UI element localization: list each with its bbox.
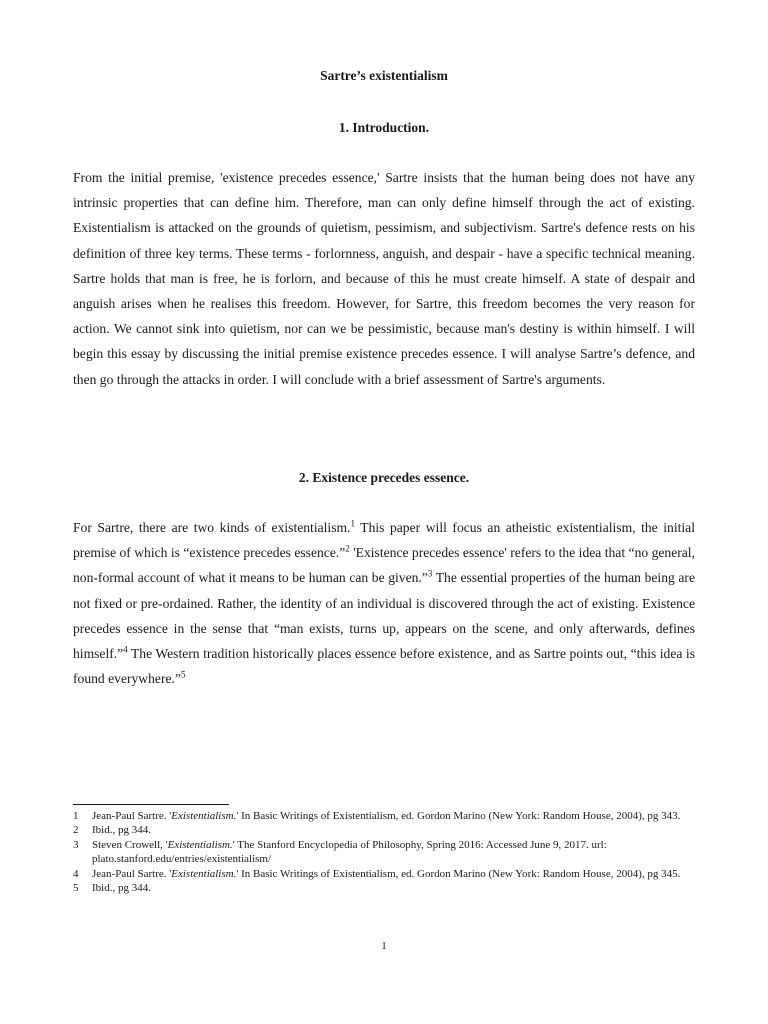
- footnote-reference[interactable]: 2: [345, 543, 350, 554]
- footnote-item: [73, 867, 695, 881]
- footnote-number: 4: [73, 867, 79, 880]
- page-number: 1: [381, 940, 387, 952]
- footnote-number: 3: [73, 838, 79, 851]
- footnote-reference[interactable]: 5: [180, 669, 186, 680]
- text-segment: The essential properties of the human being are not fixed or pre-ordained. Rather, the identity of an individual is discovered through the act of existing. Existence precedes essence in the sense that “man exists, turns up, appears on the scene, and only afterwards, defines himself.”: [73, 570, 695, 662]
- footnote-number: 5: [73, 882, 79, 895]
- footnote-italic-title: Existentialism.: [171, 867, 237, 880]
- footnote-text: Steven Crowell, ': [92, 838, 168, 851]
- text-segment: For Sartre, there are two kinds of existentialism.: [73, 520, 351, 535]
- text-segment: The Western tradition historically places essence before existence, and as Sartre points out, “this idea is found everywhere.”: [73, 646, 695, 687]
- footnote-text: ' The Stanford Encyclopedia of Philosophy, Spring 2016: Accessed June 9, 2017. url: plato.stanford.edu/entries/existentialism/: [92, 838, 607, 866]
- footnotes-list: [73, 809, 695, 895]
- footnote-item: [73, 838, 695, 867]
- footnote-text: ' In Basic Writings of Existentialism, ed. Gordon Marino (New York: Random House, 2004), pg 343.: [236, 810, 681, 822]
- footnote-reference[interactable]: 1: [350, 518, 355, 529]
- introduction-paragraph: From the initial premise, 'existence precedes essence,' Sartre insists that the human being does not have any intrinsic properties that can define him. Therefore, man can only define himself through the act of existing. Existentialism is attacked on the grounds of quietism, pessimism, and subjectivism. Sartre's defence rests on his definition of three key terms. These terms - forlornness, anguish, and despair - have a specific technical meaning. Sartre holds that man is free, he is forlorn, and because of this he must create himself. A state of despair and anguish arises when he realises this freedom. However, for Sartre, this freedom becomes the very reason for action. We cannot sink into quietism, nor can we be pessimistic, because man's destiny is within himself. I will begin this essay by discussing the initial premise existence precedes essence. I will analyse Sartre’s defence, and then go through the attacks in order. I will conclude with a brief assessment of Sartre's arguments.: [73, 170, 695, 387]
- footnote-text: ' In Basic Writings of Existentialism, ed. Gordon Marino (New York: Random House, 2004), pg 345.: [236, 867, 681, 880]
- footnote-text: Ibid., pg 344.: [92, 882, 151, 895]
- footnote-number: 2: [73, 824, 79, 837]
- section-heading-existence-precedes-essence: 2. Existence precedes essence.: [298, 470, 470, 485]
- footnote-text: Jean-Paul Sartre. ': [92, 867, 172, 880]
- footnote-reference[interactable]: 4: [123, 644, 128, 655]
- footnote-reference[interactable]: 3: [427, 568, 433, 579]
- text-segment: This paper will focus an atheistic existentialism, the initial premise of which is “existence precedes essence.”: [73, 520, 695, 561]
- footnote-italic-title: Existentialism.: [167, 838, 233, 851]
- footnote-item: [73, 823, 695, 837]
- footnote-item: [73, 809, 695, 823]
- existence-paragraph: [73, 515, 695, 691]
- text-segment: 'Existence precedes essence' refers to the idea that “no general, non-formal account of what it means to be human can be given.”: [73, 545, 695, 586]
- footnote-number: 1: [73, 810, 79, 822]
- footnote-italic-title: Existentialism.: [171, 810, 237, 822]
- footnote-separator: [73, 804, 229, 805]
- footnote-text: Ibid., pg 344.: [92, 824, 151, 837]
- document-title: Sartre’s existentialism: [320, 68, 448, 83]
- footnote-item: [73, 881, 695, 895]
- footnote-text: Jean-Paul Sartre. ': [92, 810, 172, 822]
- section-heading-introduction: 1. Introduction.: [338, 120, 430, 135]
